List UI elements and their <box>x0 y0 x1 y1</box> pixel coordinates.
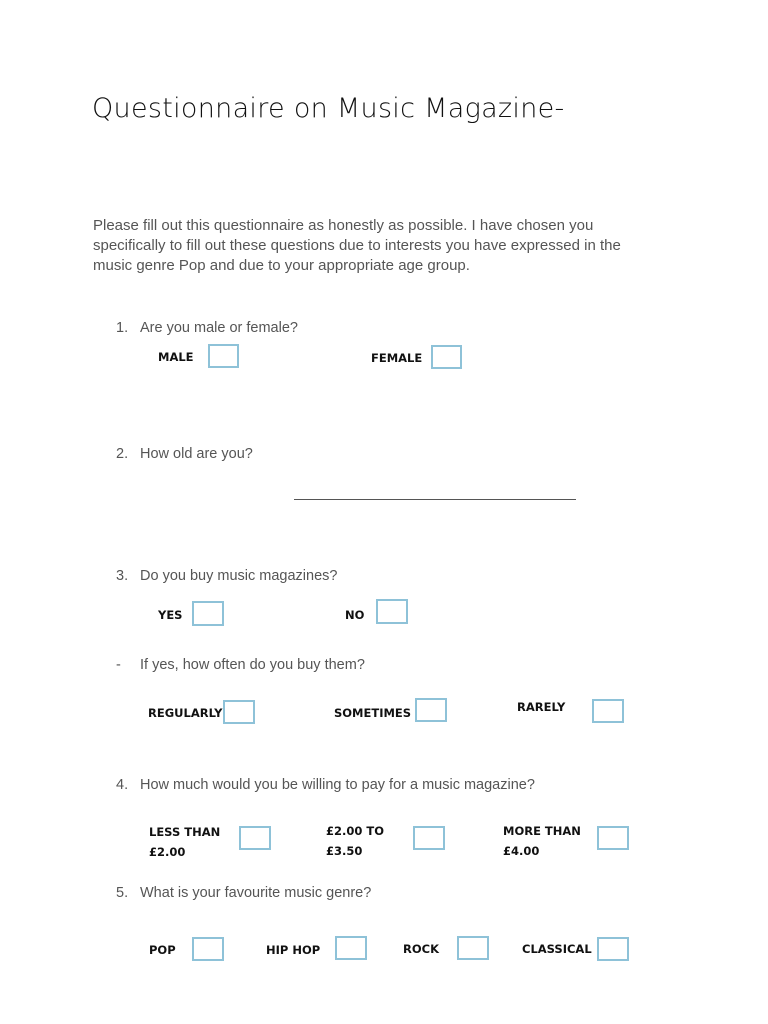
option-label-hip-hop: HIP HOP <box>266 943 321 957</box>
checkbox-pop[interactable] <box>192 937 224 961</box>
option-label-less-than <box>149 822 220 862</box>
checkbox-yes[interactable] <box>192 601 224 626</box>
page-title: Questionnaire on Music Magazine- <box>92 93 565 124</box>
checkbox-rarely[interactable] <box>592 699 624 723</box>
question-text: What is your favourite music genre? <box>140 885 372 901</box>
question-number: 3. <box>116 568 129 584</box>
checkbox-sometimes[interactable] <box>415 698 447 722</box>
age-answer-line[interactable] <box>294 499 576 500</box>
option-label-male: MALE <box>158 350 194 364</box>
option-label-line: MORE THAN <box>503 824 581 838</box>
checkbox-classical[interactable] <box>597 937 629 961</box>
question-text: How old are you? <box>140 446 253 462</box>
option-label-2-to-3-50 <box>326 821 384 861</box>
checkbox-male[interactable] <box>208 344 239 368</box>
question-number: 1. <box>116 320 129 336</box>
option-label-rarely: RARELY <box>517 700 566 714</box>
question-number: 4. <box>116 777 129 793</box>
question-text: Do you buy music magazines? <box>140 568 338 584</box>
checkbox-female[interactable] <box>431 345 462 369</box>
intro-paragraph: Please fill out this questionnaire as honestly as possible. I have chosen you specifically to fill out these questions due to interests you have expressed in the music genre Pop and due to your appropriate age group. <box>93 217 621 274</box>
checkbox-rock[interactable] <box>457 936 489 960</box>
option-label-yes: YES <box>158 608 183 622</box>
checkbox-less-than-2[interactable] <box>239 826 271 850</box>
option-label-line: LESS THAN <box>149 825 221 839</box>
option-label-rock: ROCK <box>403 942 439 956</box>
option-label-regularly: REGULARLY <box>148 706 223 720</box>
option-label-female: FEMALE <box>371 351 423 365</box>
question-text: Are you male or female? <box>140 320 298 336</box>
option-label-line: £4.00 <box>503 844 540 858</box>
question-text: How much would you be willing to pay for a music magazine? <box>140 777 535 793</box>
question-number: 5. <box>116 885 129 901</box>
checkbox-regularly[interactable] <box>223 700 255 724</box>
question-bullet: - <box>116 657 121 673</box>
option-label-sometimes: SOMETIMES <box>334 706 412 720</box>
option-label-line: £3.50 <box>326 844 363 858</box>
option-label-line: £2.00 TO <box>326 824 384 838</box>
checkbox-more-than-4[interactable] <box>597 826 629 850</box>
option-label-pop: POP <box>149 943 176 957</box>
checkbox-2-to-3-50[interactable] <box>413 826 445 850</box>
option-label-more-than <box>503 821 581 861</box>
checkbox-no[interactable] <box>376 599 408 624</box>
question-text: If yes, how often do you buy them? <box>140 657 365 673</box>
option-label-no: NO <box>345 608 365 622</box>
option-label-classical: CLASSICAL <box>522 942 592 956</box>
option-label-line: £2.00 <box>149 845 186 859</box>
checkbox-hip-hop[interactable] <box>335 936 367 960</box>
question-number: 2. <box>116 446 129 462</box>
